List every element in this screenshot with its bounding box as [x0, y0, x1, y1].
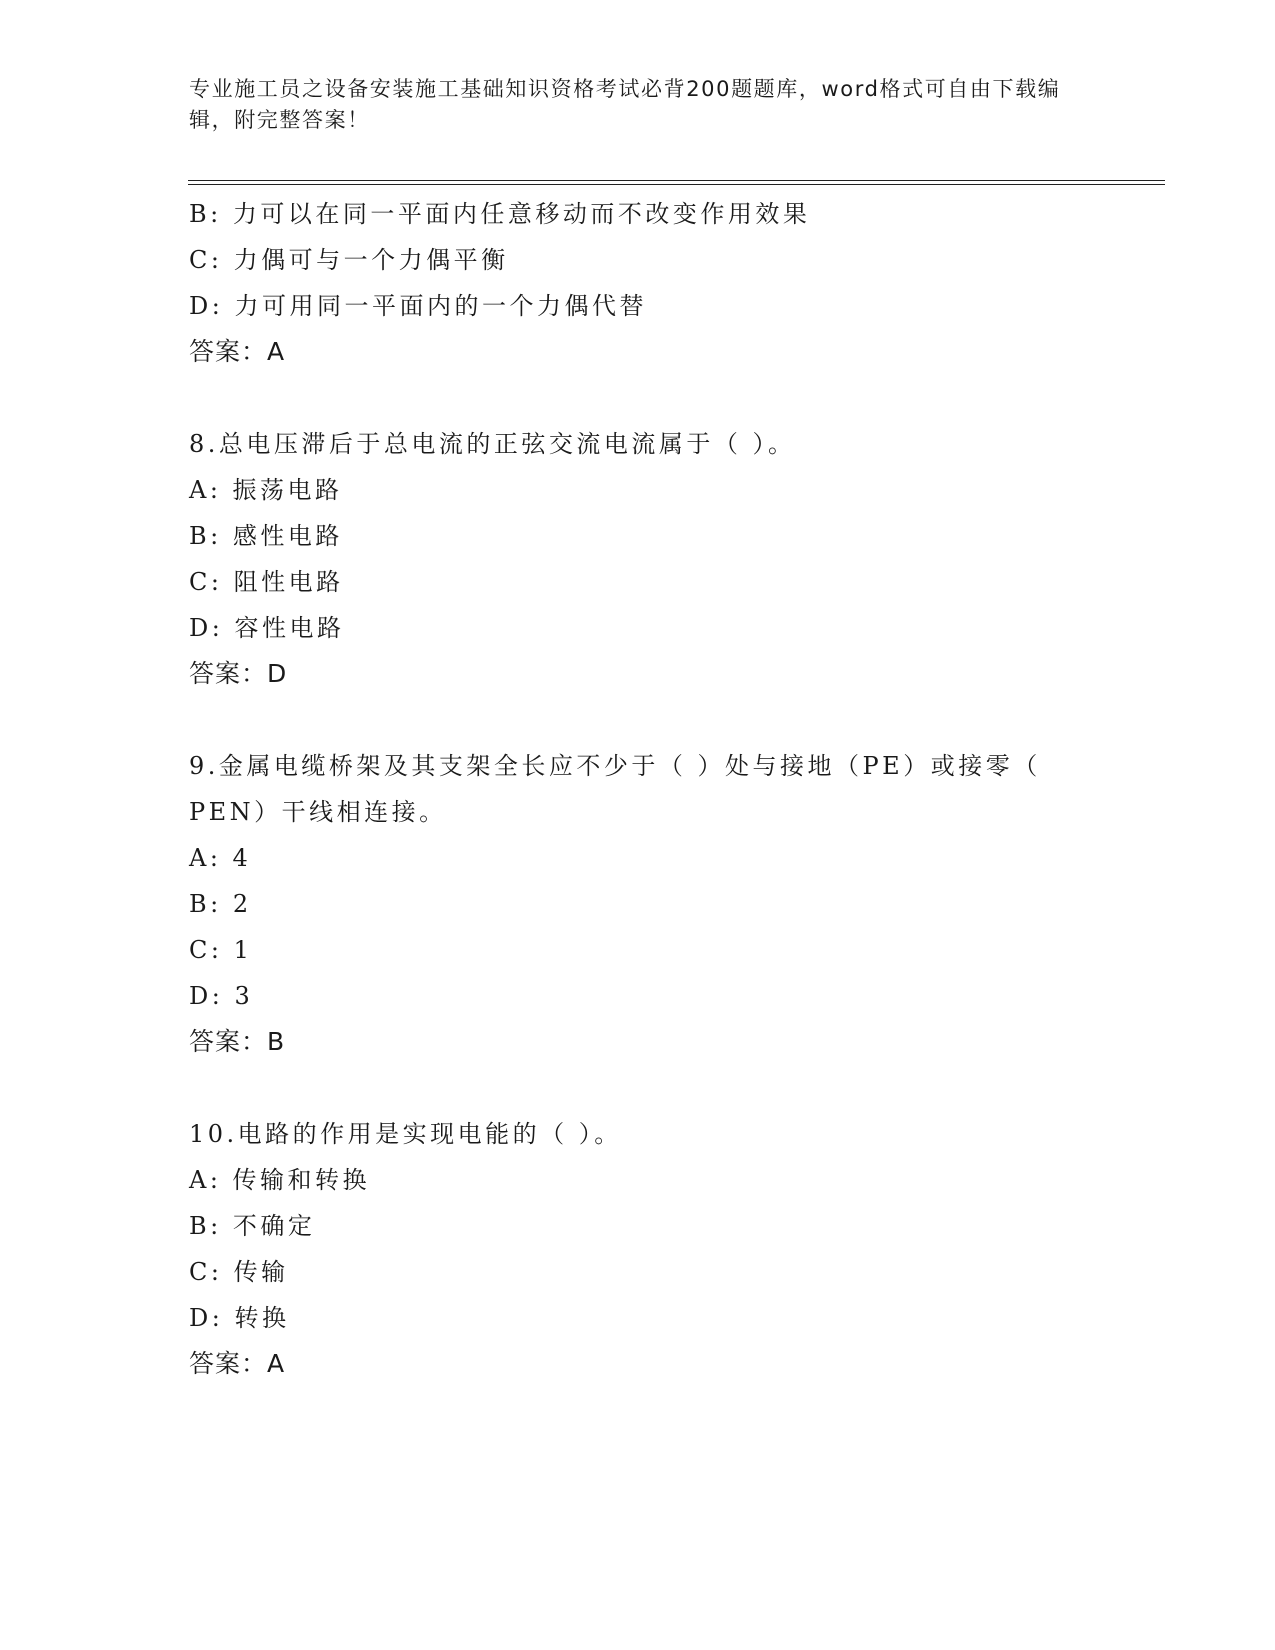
- question-item: [189, 743, 1089, 1065]
- question-item: [189, 421, 1089, 697]
- option-d: D: 转换: [189, 1304, 290, 1332]
- answer: 答案：A: [189, 337, 286, 366]
- option-d: D: 容性电路: [189, 614, 345, 642]
- question-item: [189, 1111, 1089, 1387]
- option-b: B: 不确定: [189, 1212, 316, 1240]
- option-c: C: 力偶可与一个力偶平衡: [189, 246, 509, 274]
- option-b: B: 感性电路: [189, 522, 343, 550]
- question-text: 8.总电压滞后于总电流的正弦交流电流属于（ ）。: [189, 430, 796, 458]
- option-d: D: 力可用同一平面内的一个力偶代替: [189, 292, 647, 320]
- option-d: D: 3: [189, 982, 254, 1010]
- spacer: [189, 375, 1089, 421]
- question-text: 10.电路的作用是实现电能的（ ）。: [189, 1120, 622, 1148]
- option-c: C: 阻性电路: [189, 568, 344, 596]
- header-rule-top: [188, 180, 1165, 181]
- option-b: B: 2: [189, 890, 252, 918]
- spacer: [189, 697, 1089, 743]
- question-text: 9.金属电缆桥架及其支架全长应不少于（ ）处与接地（PE）或接零（: [189, 752, 1041, 780]
- option-a: A: 4: [189, 844, 252, 872]
- option-c: C: 1: [189, 936, 253, 964]
- question-list: [189, 191, 1089, 1387]
- option-a: A: 传输和转换: [189, 1166, 371, 1194]
- question-text-continued: PEN）干线相连接。: [189, 798, 447, 826]
- option-c: C: 传输: [189, 1258, 289, 1286]
- document-header: [189, 74, 1089, 136]
- spacer: [189, 1065, 1089, 1111]
- option-b: B: 力可以在同一平面内任意移动而不改变作用效果: [189, 200, 811, 228]
- answer: 答案：B: [189, 1027, 286, 1056]
- header-rule-bottom: [188, 184, 1165, 185]
- answer: 答案：D: [189, 659, 288, 688]
- header-text: 专业施工员之设备安装施工基础知识资格考试必背200题题库，word格式可自由下载编辑，附完整答案！: [189, 77, 1061, 132]
- answer: 答案：A: [189, 1349, 286, 1378]
- question-item: [189, 191, 1089, 375]
- option-a: A: 振荡电路: [189, 476, 343, 504]
